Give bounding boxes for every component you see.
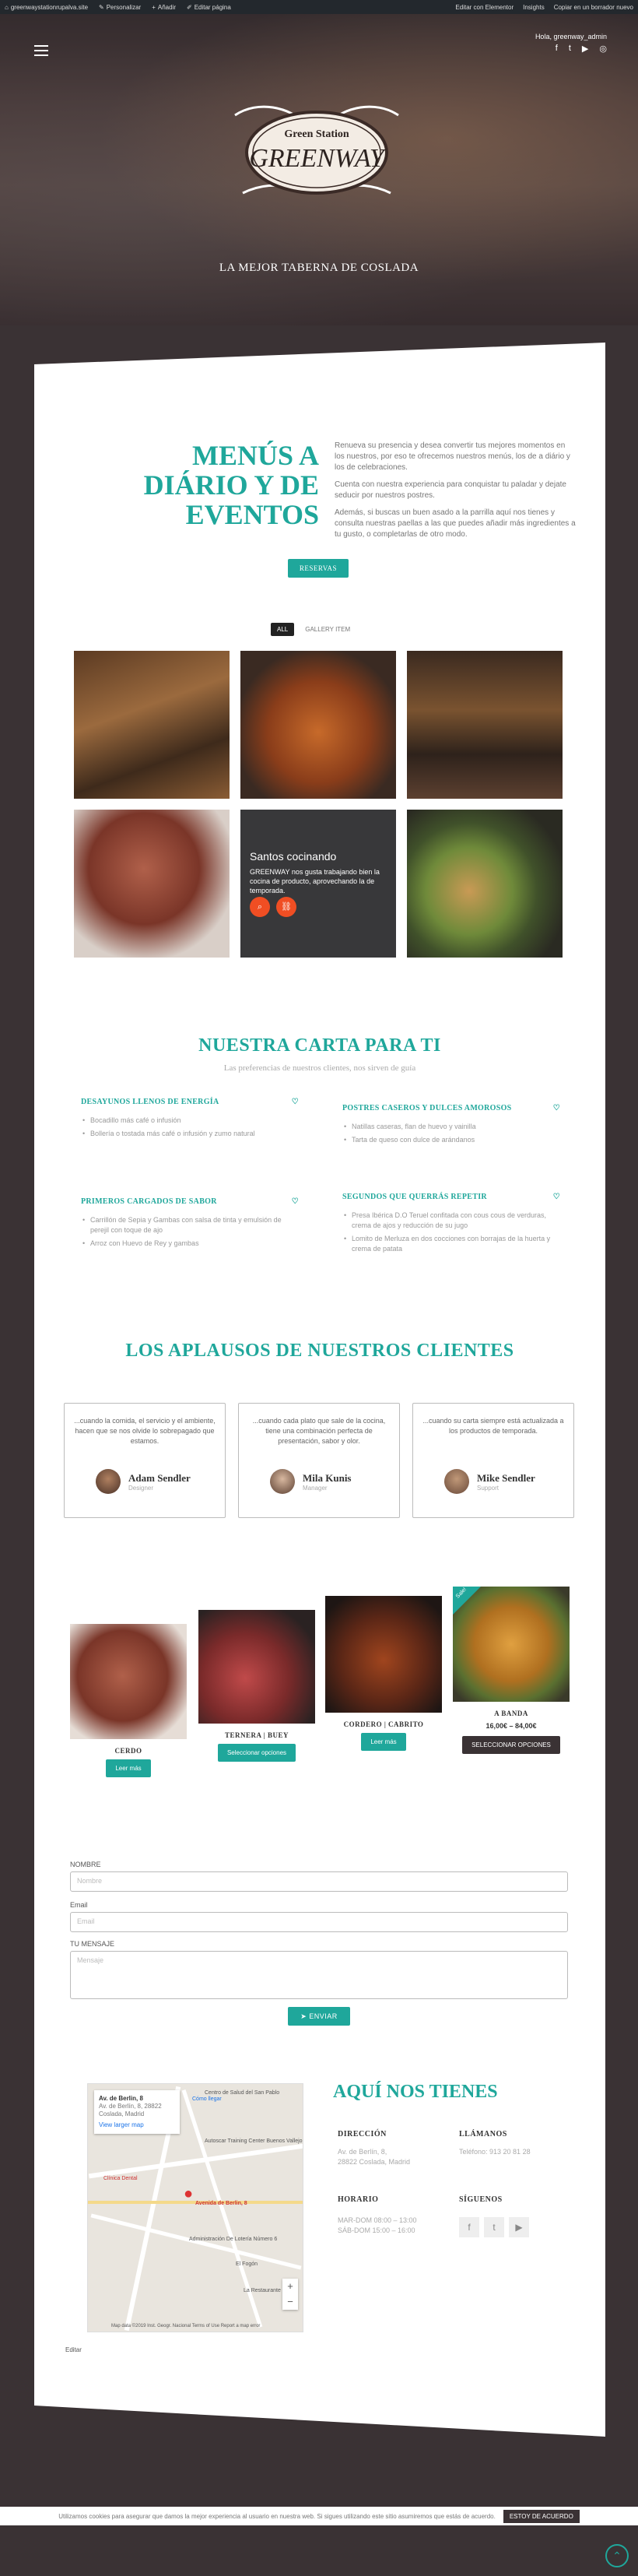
product-image[interactable] xyxy=(325,1596,442,1713)
testimonial-card xyxy=(238,1403,400,1518)
menu-item: • Arroz con Huevo de Rey y gambas xyxy=(81,1239,299,1249)
product-image[interactable] xyxy=(70,1624,187,1739)
map-label: Autoscar Training Center Buenos Vallejo xyxy=(205,2138,303,2144)
gallery-filters xyxy=(271,623,356,636)
email-input[interactable]: Email xyxy=(70,1912,568,1932)
zoom-icon[interactable]: ⌕ xyxy=(250,897,270,917)
product-card xyxy=(70,1624,187,1777)
admin-customize[interactable]: ✎ Personalizar xyxy=(99,3,142,11)
testimonial-role: Manager xyxy=(303,1484,328,1492)
testimonial-name: Adam Sendler xyxy=(128,1471,191,1484)
testimonial-name: Mike Sendler xyxy=(477,1471,535,1484)
hours-heading: HORARIO xyxy=(338,2195,379,2204)
logo-top-text: Green Station xyxy=(284,128,349,140)
menu-icon[interactable] xyxy=(34,45,48,56)
address-heading: DIRECCIÓN xyxy=(338,2130,387,2138)
category-title: PRIMEROS CARGADOS DE SABOR xyxy=(81,1197,217,1206)
map-label: Clínica Dental xyxy=(103,2176,138,2181)
gallery-item-burger[interactable] xyxy=(407,810,563,958)
menus-p3: Además, si buscas un buen asado a la parrilla aquí nos tienes y consulta nuestras paellas a las que puedes añadir más ingredientes a tu gusto, o completarlas de otro modo. xyxy=(335,508,576,539)
follow-heading: SÍGUENOS xyxy=(459,2195,503,2204)
youtube-icon[interactable]: ▶ xyxy=(581,44,589,54)
testimonial-quote: ...cuando la comida, el servicio y el ambiente, hacen que se nos olvide lo sobrepagado que estamos. xyxy=(74,1417,216,1445)
read-more-button[interactable]: Leer más xyxy=(106,1759,150,1777)
menu-item: • Bollería o tostada más café o infusión y zumo natural xyxy=(81,1129,299,1139)
product-name[interactable]: CERDO xyxy=(114,1747,142,1755)
product-name[interactable]: TERNERA | BUEY xyxy=(225,1731,289,1739)
cookie-text: Utilizamos cookies para asegurar que damos la mejor experiencia al usuario en nuestra web. Si sigues utilizando este sitio asumiremos que estás de acuerdo. xyxy=(58,2512,496,2520)
product-card xyxy=(325,1596,442,1751)
facebook-icon[interactable]: f xyxy=(555,44,558,53)
gallery-hover-text: GREENWAY nos gusta trabajando bien la cocina de producto, aprovechando la de temporada. xyxy=(250,868,380,894)
logo-main-text: GREENWAY xyxy=(249,144,384,173)
menus-p2: Cuenta con nuestra experiencia para conquistar tu paladar y dejate seducir por nuestros postres. xyxy=(335,480,566,500)
product-card xyxy=(198,1610,315,1762)
gallery-item-interior[interactable] xyxy=(74,651,230,799)
admin-site-link[interactable]: ⌂ greenwaystationrupalva.site xyxy=(5,3,89,11)
menu-category xyxy=(81,1098,299,1142)
menu-item: • Carrillón de Sepia y Gambas con salsa de tinta y emulsión de perejil con toque de ajo xyxy=(81,1215,299,1235)
menu-category xyxy=(81,1197,299,1252)
name-input[interactable]: Nombre xyxy=(70,1871,568,1892)
pencil-icon: ✐ xyxy=(186,3,192,11)
email-label: Email xyxy=(70,1901,88,1909)
greenway-logo xyxy=(227,100,406,201)
select-options-button[interactable]: Seleccionar opciones xyxy=(218,1744,296,1762)
map-place-name: Av. de Berlin, 8 xyxy=(99,2095,143,2102)
back-to-top-icon[interactable]: ⌃ xyxy=(605,2544,629,2567)
filter-all[interactable]: ALL xyxy=(271,623,294,636)
admin-edit-page[interactable]: ✐ Editar página xyxy=(186,3,231,11)
gallery-item-roast[interactable] xyxy=(74,810,230,958)
phone-text[interactable]: Teléfono: 913 20 81 28 xyxy=(459,2148,531,2156)
menu-category xyxy=(342,1104,560,1148)
select-options-button[interactable]: SELECCIONAR OPCIONES xyxy=(462,1736,560,1754)
gallery-item-bar[interactable] xyxy=(407,651,563,799)
home-icon: ⌂ xyxy=(5,3,9,11)
map-pin-label: Avenida de Berlin, 8 xyxy=(195,2201,247,2206)
testimonial-role: Support xyxy=(477,1484,500,1492)
testimonial-card xyxy=(64,1403,226,1518)
map-label: El Fogón xyxy=(236,2261,258,2267)
zoom-out-icon[interactable]: − xyxy=(287,2296,293,2307)
call-heading: LLÁMANOS xyxy=(459,2130,507,2138)
admin-duplicate[interactable]: Copiar en un borrador nuevo xyxy=(553,3,633,11)
hours-text: MAR-DOM 08:00 – 13:00 SÁB-DOM 15:00 – 16:00 xyxy=(338,2216,417,2234)
map-place-address: Av. de Berlín, 8, 28822 Coslada, Madrid xyxy=(99,2103,162,2117)
twitter-icon[interactable]: t xyxy=(484,2217,504,2237)
aplausos-title: LOS APLAUSOS DE NUESTROS CLIENTES xyxy=(125,1341,514,1361)
map-label: La Restaurante xyxy=(244,2288,281,2293)
admin-bar xyxy=(0,0,638,14)
contact-title: AQUÍ NOS TIENES xyxy=(333,2082,498,2102)
map-place-card xyxy=(94,2090,180,2134)
testimonial-card xyxy=(412,1403,574,1518)
menu-item: • Bocadillo más café o infusión xyxy=(81,1116,299,1126)
product-image[interactable] xyxy=(453,1587,570,1702)
admin-insights[interactable]: Insights xyxy=(523,3,545,11)
menus-description xyxy=(335,441,576,546)
carta-title: NUESTRA CARTA PARA TI xyxy=(198,1035,441,1056)
map-larger-link[interactable]: View larger map xyxy=(99,2121,144,2128)
message-textarea[interactable]: Mensaje xyxy=(70,1951,568,1999)
avatar xyxy=(444,1469,469,1494)
admin-add[interactable]: + Añadir xyxy=(152,3,176,11)
testimonial-quote: ...cuando cada plato que sale de la cocina, tiene una combinación perfecta de presentación, sabor y olor. xyxy=(252,1417,386,1445)
avatar xyxy=(270,1469,295,1494)
menu-category xyxy=(342,1193,560,1257)
map-zoom-control[interactable] xyxy=(282,2279,298,2310)
brush-icon: ✎ xyxy=(99,3,104,11)
edit-link[interactable]: Editar xyxy=(65,2346,82,2353)
heart-icon[interactable]: ♡ xyxy=(291,1197,299,1206)
menu-item: • Tarta de queso con dulce de arándanos xyxy=(342,1135,560,1145)
heart-icon[interactable]: ♡ xyxy=(291,1098,299,1106)
map-label: Centro de Salud del San Pablo xyxy=(205,2090,280,2096)
product-name[interactable]: CORDERO | CABRITO xyxy=(343,1720,424,1728)
reservas-button[interactable]: RESERVAS xyxy=(288,559,349,578)
map-directions-link[interactable]: Cómo llegar xyxy=(192,2096,222,2102)
send-button[interactable]: ➤ ENVIAR xyxy=(288,2007,350,2026)
gallery-item-paella[interactable] xyxy=(240,651,396,799)
account-link[interactable]: Hola, greenway_admin xyxy=(535,33,607,40)
address-text: Av. de Berlín, 8, 28822 Coslada, Madrid xyxy=(338,2148,411,2166)
zoom-in-icon[interactable]: + xyxy=(287,2280,293,2292)
google-map[interactable] xyxy=(87,2083,303,2332)
filter-gallery-item[interactable]: GALLERY ITEM xyxy=(305,626,351,633)
account-area xyxy=(535,33,607,54)
testimonial-quote: ...cuando su carta siempre está actualizada a los productos de temporada. xyxy=(422,1417,564,1435)
menus-p1: Renueva su presencia y desea convertir tus mejores momentos en los nuestros, por eso te ofrecemos nuestros menús, los de a diário y los de celebraciones. xyxy=(335,441,570,472)
twitter-icon[interactable]: t xyxy=(568,44,571,53)
category-title: DESAYUNOS LLENOS DE ENERGÍA xyxy=(81,1098,219,1106)
link-icon[interactable]: ⛓ xyxy=(276,897,296,917)
menu-item: • Lomito de Merluza en dos cocciones con borrajas de la huerta y crema de patata xyxy=(342,1234,560,1254)
instagram-icon[interactable]: ◎ xyxy=(599,44,607,54)
admin-elementor[interactable]: Editar con Elementor xyxy=(455,3,514,11)
cookie-accept-button[interactable]: ESTOY DE ACUERDO xyxy=(503,2510,580,2523)
product-name[interactable]: A BANDA xyxy=(494,1710,528,1717)
gallery-item-cooking[interactable] xyxy=(240,810,396,958)
hero-tagline: LA MEJOR TABERNA DE COSLADA xyxy=(219,262,419,274)
heart-icon[interactable]: ♡ xyxy=(552,1104,560,1112)
gallery-hover-title: Santos cocinando xyxy=(250,850,337,863)
send-icon: ➤ xyxy=(300,2012,310,2020)
message-label: TU MENSAJE xyxy=(70,1940,115,1948)
gallery-hover-caption xyxy=(250,850,390,895)
map-pin-icon[interactable]: ● xyxy=(184,2185,194,2202)
cookie-bar xyxy=(0,2507,638,2525)
read-more-button[interactable]: Leer más xyxy=(361,1733,405,1751)
map-label: Administración De Lotería Número 6 xyxy=(189,2237,278,2242)
youtube-icon[interactable]: ▶ xyxy=(509,2217,529,2237)
category-title: SEGUNDOS QUE QUERRÁS REPETIR xyxy=(342,1193,487,1201)
product-card xyxy=(453,1587,570,1754)
product-image[interactable] xyxy=(198,1610,315,1724)
menu-item: • Natillas caseras, flan de huevo y vainilla xyxy=(342,1122,560,1132)
facebook-icon[interactable]: f xyxy=(459,2217,479,2237)
testimonial-role: Designer xyxy=(128,1484,154,1492)
hero-banner xyxy=(0,14,638,325)
name-label: NOMBRE xyxy=(70,1861,101,1868)
menu-item: • Presa Ibérica D.O Teruel confitada con cous cous de verduras, crema de ajos y reducción de su jugo xyxy=(342,1211,560,1231)
heart-icon[interactable]: ♡ xyxy=(552,1193,560,1201)
sale-badge: Sale! xyxy=(454,1587,468,1600)
testimonial-name: Mila Kunis xyxy=(303,1471,352,1484)
product-price: 16,00€ – 84,00€ xyxy=(486,1722,537,1730)
map-footer: Map data ©2019 Inst. Geogr. Nacional Terms of Use Report a map error xyxy=(111,2324,261,2328)
category-title: POSTRES CASEROS Y DULCES AMOROSOS xyxy=(342,1104,512,1112)
menus-title: MENÚS A DIÁRIO Y DE EVENTOS xyxy=(143,440,319,530)
carta-subtitle: Las preferencias de nuestros clientes, nos sirven de guía xyxy=(223,1063,416,1073)
avatar xyxy=(96,1469,121,1494)
